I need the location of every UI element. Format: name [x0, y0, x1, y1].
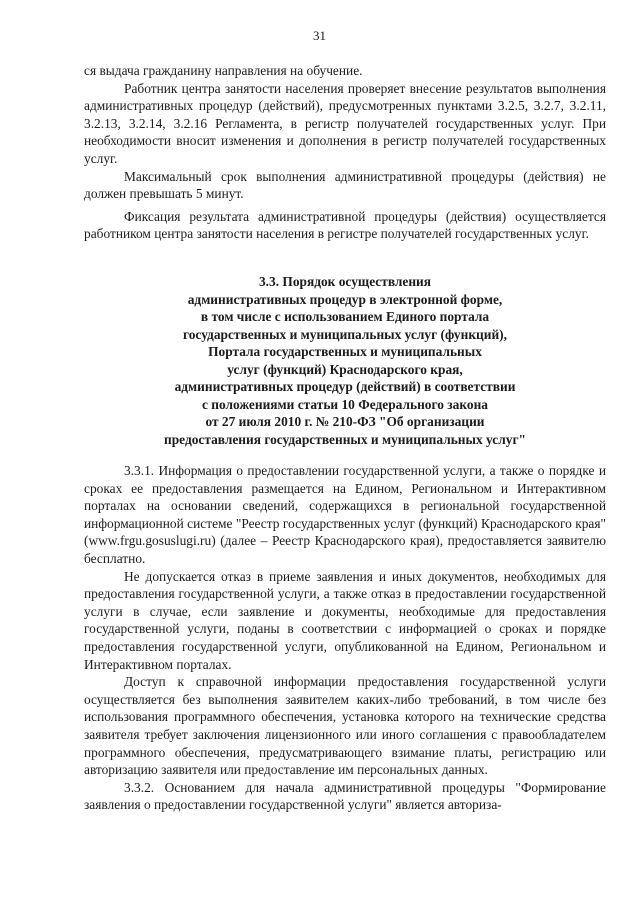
- body-text-block: [84, 462, 606, 814]
- paragraph: ся выдача гражданину направления на обучение.: [84, 63, 363, 78]
- paragraph: Доступ к справочной информации предоставления государственной услуги осуществляется без выполнения заявителем каких-либо требований, в том числе без использования программного обеспечения, установка которого на технические средства заявителя требует заключения лицензионного или иного соглашения с правообладателем программного обеспечения, предусматривающего взимание платы, регистрацию или авторизацию заявителя или предоставление им персональных данных.: [84, 674, 606, 778]
- page-number: 31: [313, 28, 326, 43]
- paragraph: Не допускается отказ в приеме заявления и иных документов, необходимых для предоставления государственной услуги, а также отказ в предоставлении государственной услуги в случае, если заявление и документы, необходимые для предоставления государственной услуги, поданы в соответствии с информацией о сроках и порядке предоставления государственной услуги, опубликованной на Едином, Региональном и Интерактивном порталах.: [84, 568, 606, 672]
- heading-line: предоставления государственных и муниципальных услуг": [164, 431, 526, 447]
- paragraph: 3.3.1. Информация о предоставлении государственной услуги, а также о порядке и сроках ее предоставления размещается на Едином, Региональном и Интерактивном порталах на основании сведений, содержащихся в региональной государственной информационной системе "Реестр государственных услуг (функций) Краснодарского края" (www.frgu.gosuslugi.ru) (далее – Реестр Краснодарского края), предоставляется заявителю бесплатно.: [84, 463, 606, 566]
- top-text-block: [84, 62, 606, 243]
- heading-line: в том числе с использованием Единого портала: [200, 309, 490, 324]
- paragraph: Работник центра занятости населения проверяет внесение результатов выполнения административных процедур (действий), предусмотренных пунктами 3.2.5, 3.2.7, 3.2.11, 3.2.13, 3.2.14, 3.2.16 Регламента, в регистр получателей государственных услуг. При необходимости вносит изменения и дополнения в регистр получателей государственных услуг.: [84, 80, 606, 166]
- heading-line: Портала государственных и муниципальных: [208, 344, 482, 359]
- heading-line: 3.3. Порядок осуществления: [258, 274, 432, 289]
- heading-line: от 27 июля 2010 г. № 210-ФЗ "Об организации: [205, 414, 485, 429]
- heading-line: государственных и муниципальных услуг (функций),: [182, 326, 507, 342]
- heading-line: с положениями статьи 10 Федерального закона: [202, 396, 488, 412]
- paragraph: Фиксация результата административной процедуры (действия) осуществляется работником центра занятости населения в регистре получателей государственных услуг.: [84, 208, 606, 242]
- heading-line: услуг (функций) Краснодарского края,: [227, 361, 463, 377]
- heading-line: административных процедур (действий) в соответствии: [174, 379, 516, 394]
- heading-line: административных процедур в электронной форме,: [187, 291, 503, 307]
- paragraph: 3.3.2. Основанием для начала административной процедуры "Формирование заявления о предоставлении государственной услуги" является авториза-: [84, 779, 606, 813]
- section-heading: [84, 273, 606, 448]
- paragraph: Максимальный срок выполнения административной процедуры (действия) не должен превышать 5 минут.: [84, 168, 606, 202]
